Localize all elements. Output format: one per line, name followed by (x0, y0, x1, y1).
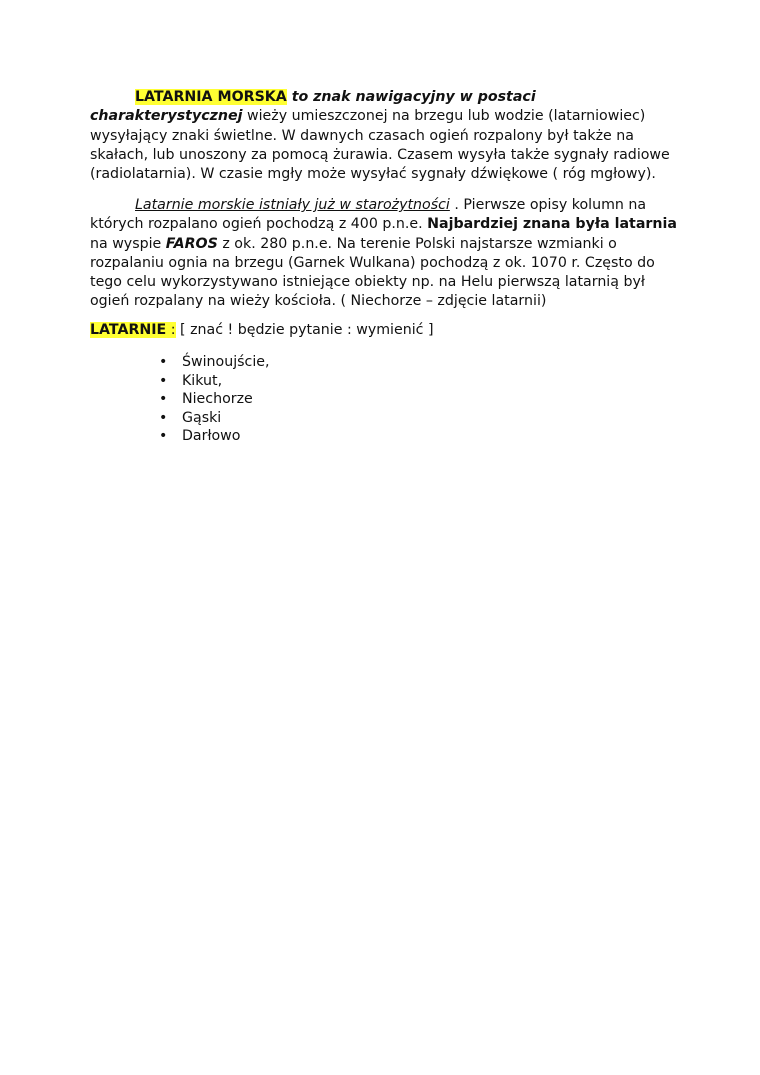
bullet-icon: • (159, 354, 168, 370)
bullet-icon: • (159, 428, 168, 445)
history-text-2: na wyspie (90, 235, 166, 252)
history-bold-faros: FAROS (165, 235, 218, 252)
list-item (158, 427, 270, 446)
history-paragraph (90, 196, 680, 312)
history-text-3: z ok. 280 p.n.e. Na terenie Polski najstarsze wzmianki o rozpalaniu ognia na brzegu (Garnek Wulkana) pochodzą z ok. 1070 r. Często do tego celu wykorzystywano istniejące obiekty np. na Helu pierwszą latarnią był ogień rozpalany na wieży kościoła. ( Niechorze – zdjęcie latarnii) (90, 235, 655, 310)
list-item (158, 390, 270, 409)
bullet-icon: • (159, 391, 168, 408)
list-heading-paragraph (90, 321, 680, 340)
history-text-1: . Pierwsze opisy kolumn na których rozpalano ogień pochodzą z 400 p.n.e. (90, 197, 647, 233)
history-bold-1: Najbardziej znana była latarnia (427, 216, 677, 233)
list-heading: LATARNIE (90, 322, 167, 338)
history-lead: Latarnie morskie istniały już w starożytności (135, 197, 450, 213)
lighthouse-list (158, 353, 270, 446)
list-item-text: Darłowo (182, 428, 241, 445)
bullet-icon: • (159, 372, 168, 389)
definition-lead: to znak nawigacyjny w postaci charakterystycznej (90, 89, 536, 125)
list-item (158, 372, 270, 391)
list-item-text: Gąski (182, 409, 222, 426)
definition-body: wieży umieszczonej na brzegu lub wodzie (latarniowiec) wysyłający znaki świetlne. W dawnych czasach ogień rozpalony był także na skałach, lub unoszony za pomocą żurawia. Czasem wysyła także sygnały radiowe (radiolatarnia). W czasie mgły może wysyłać sygnały dźwiękowe ( róg mgłowy). (90, 108, 670, 183)
list-item (158, 353, 270, 372)
list-item (158, 409, 270, 428)
bullet-icon: • (159, 409, 168, 426)
list-item-text: Niechorze (182, 391, 253, 408)
list-item-text: Kikut, (182, 372, 223, 389)
list-heading-colon: : (166, 322, 176, 338)
list-item-text: Świnoujście, (182, 354, 270, 370)
highlighted-term: LATARNIA MORSKA (135, 89, 287, 105)
definition-paragraph (90, 88, 680, 184)
list-heading-note: [ znać ! będzie pytanie : wymienić ] (175, 322, 434, 338)
